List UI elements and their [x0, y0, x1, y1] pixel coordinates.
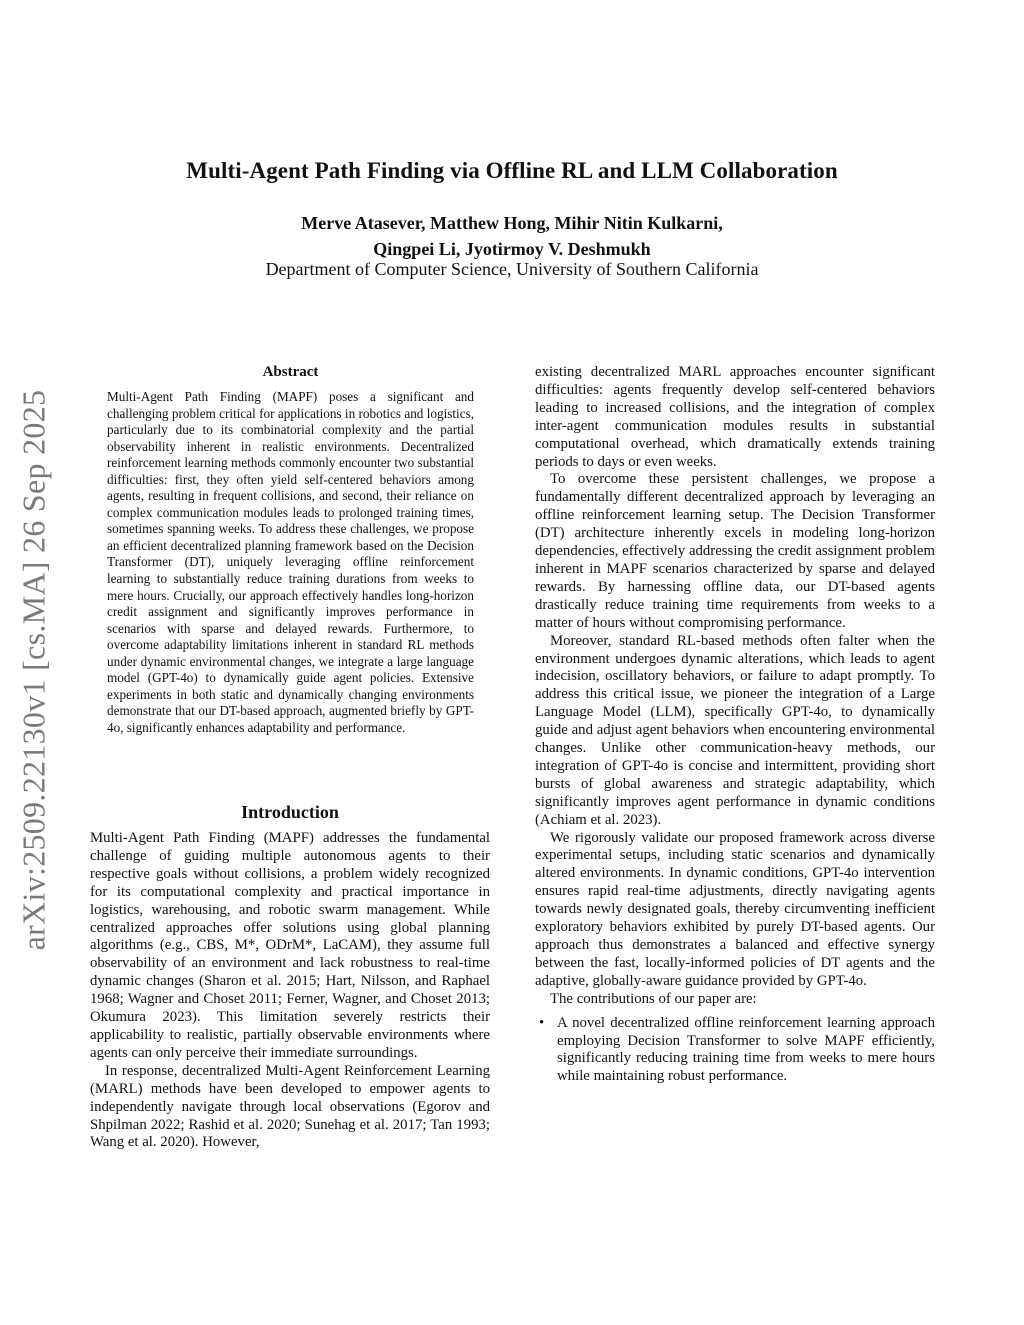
- right-column: [535, 364, 935, 1086]
- bullet-icon: •: [539, 1014, 545, 1031]
- abstract-section: [107, 364, 474, 736]
- authors-line-2: Qingpei Li, Jyotirmoy V. Deshmukh: [373, 239, 651, 259]
- intro-paragraph-3: To overcome these persistent challenges, we propose a fundamentally different decentralized approach by leveraging an offline reinforcement learning setup. The Decision Transformer (DT) architecture inherently excels in modeling long-horizon dependencies, effectively addressing the credit assignment problem inherent in MAPF scenarios characterized by sparse and delayed rewards. By harnessing offline data, our DT-based agents drastically reduce training time requirements from weeks to a matter of hours without compromising performance.: [535, 471, 935, 631]
- intro-paragraph-1: Multi-Agent Path Finding (MAPF) addresses the fundamental challenge of guiding multiple autonomous agents to their respective goals without collisions, a problem widely recognized for its computational complexity and practical importance in logistics, warehousing, and robotic swarm management. While centralized approaches offer solutions using global planning algorithms (e.g., CBS, M*, ODrM*, LaCAM), they assume full observability of an environment and lack robustness to real-time dynamic changes (Sharon et al. 2015; Hart, Nilsson, and Raphael 1968; Wagner and Choset 2011; Ferner, Wagner, and Choset 2013; Okumura 2023). This limitation severely restricts their applicability to realistic, partially observable environments where agents can only perceive their immediate surroundings.: [90, 830, 490, 1061]
- list-item: [535, 1015, 935, 1087]
- contributions-list: [535, 1015, 935, 1087]
- contributions-lead: The contributions of our paper are:: [550, 990, 757, 1007]
- author-list: [0, 210, 1024, 262]
- arxiv-identifier: arXiv:2509.22130v1 [cs.MA] 26 Sep 2025: [15, 389, 52, 951]
- intro-paragraph-2-continued: existing decentralized MARL approaches encounter significant difficulties: agents frequently develop self-centered behaviors leading to increased collisions, and the integration of complex inter-agent communication modules results in substantial computational overhead, which dramatically extends training periods to days or even weeks.: [535, 364, 935, 470]
- paper-title: Multi-Agent Path Finding via Offline RL and LLM Collaboration: [186, 158, 838, 183]
- abstract-heading: Abstract: [262, 364, 319, 380]
- introduction-heading: Introduction: [241, 802, 339, 822]
- left-column: [90, 830, 490, 1152]
- abstract-text: Multi-Agent Path Finding (MAPF) poses a significant and challenging problem critical for applications in robotics and logistics, particularly due to its combinatorial complexity and the partial observability inherent in realistic environments. Decentralized reinforcement learning methods commonly encounter two substantial difficulties: first, they often yield self-centered behaviors among agents, resulting in frequent collisions, and second, their reliance on complex communication modules leads to prolonged training times, sometimes spanning weeks. To address these challenges, we propose an efficient decentralized planning framework based on the Decision Transformer (DT), uniquely leveraging offline reinforcement learning to substantially reduce training durations from weeks to mere hours. Crucially, our approach effectively handles long-horizon credit assignment and significantly improves performance in scenarios with sparse and delayed rewards. Furthermore, to overcome adaptability limitations inherent in standard RL methods under dynamic environmental changes, we integrate a large language model (GPT-4o) to dynamically guide agent policies. Extensive experiments in both static and dynamically changing environments demonstrate that our DT-based approach, augmented briefly by GPT-4o, significantly enhances adaptability and performance.: [107, 389, 474, 735]
- intro-paragraph-4: Moreover, standard RL-based methods often falter when the environment undergoes dynamic alterations, which leads to agent indecision, oscillatory behaviors, or failure to adapt promptly. To address this critical issue, we pioneer the integration of a Large Language Model (LLM), specifically GPT-4o, to dynamically guide and adjust agent behaviors when encountering environmental changes. Unlike other communication-heavy methods, our integration of GPT-4o is concise and intermittent, providing short bursts of global awareness and strategic adaptability, which significantly improves agent performance in dynamic conditions (Achiam et al. 2023).: [535, 632, 935, 828]
- intro-paragraph-5: We rigorously validate our proposed framework across diverse experimental setups, including static scenarios and dynamically altered environments. In dynamic conditions, GPT-4o intervention ensures rapid real-time adjustments, directly navigating agents towards newly designated goals, thereby circumventing inefficient exploratory behaviors exhibited by purely DT-based agents. Our approach thus demonstrates a balanced and effective synergy between the fast, locally-informed policies of DT agents and the adaptive, globally-aware guidance provided by GPT-4o.: [535, 829, 935, 989]
- affiliation: Department of Computer Science, University of Southern California: [265, 259, 759, 279]
- arxiv-sidebar: [12, 370, 56, 970]
- authors-line-1: Merve Atasever, Matthew Hong, Mihir Nitin Kulkarni,: [301, 213, 723, 233]
- intro-paragraph-2: In response, decentralized Multi-Agent Reinforcement Learning (MARL) methods have been developed to empower agents to independently navigate through local observations (Egorov and Shpilman 2022; Rashid et al. 2020; Sunehag et al. 2017; Tan 1993; Wang et al. 2020). However,: [90, 1062, 490, 1151]
- contribution-1: A novel decentralized offline reinforcement learning approach employing Decision Transformer to solve MAPF efficiently, significantly reducing training time from weeks to mere hours while maintaining robust performance.: [557, 1014, 935, 1085]
